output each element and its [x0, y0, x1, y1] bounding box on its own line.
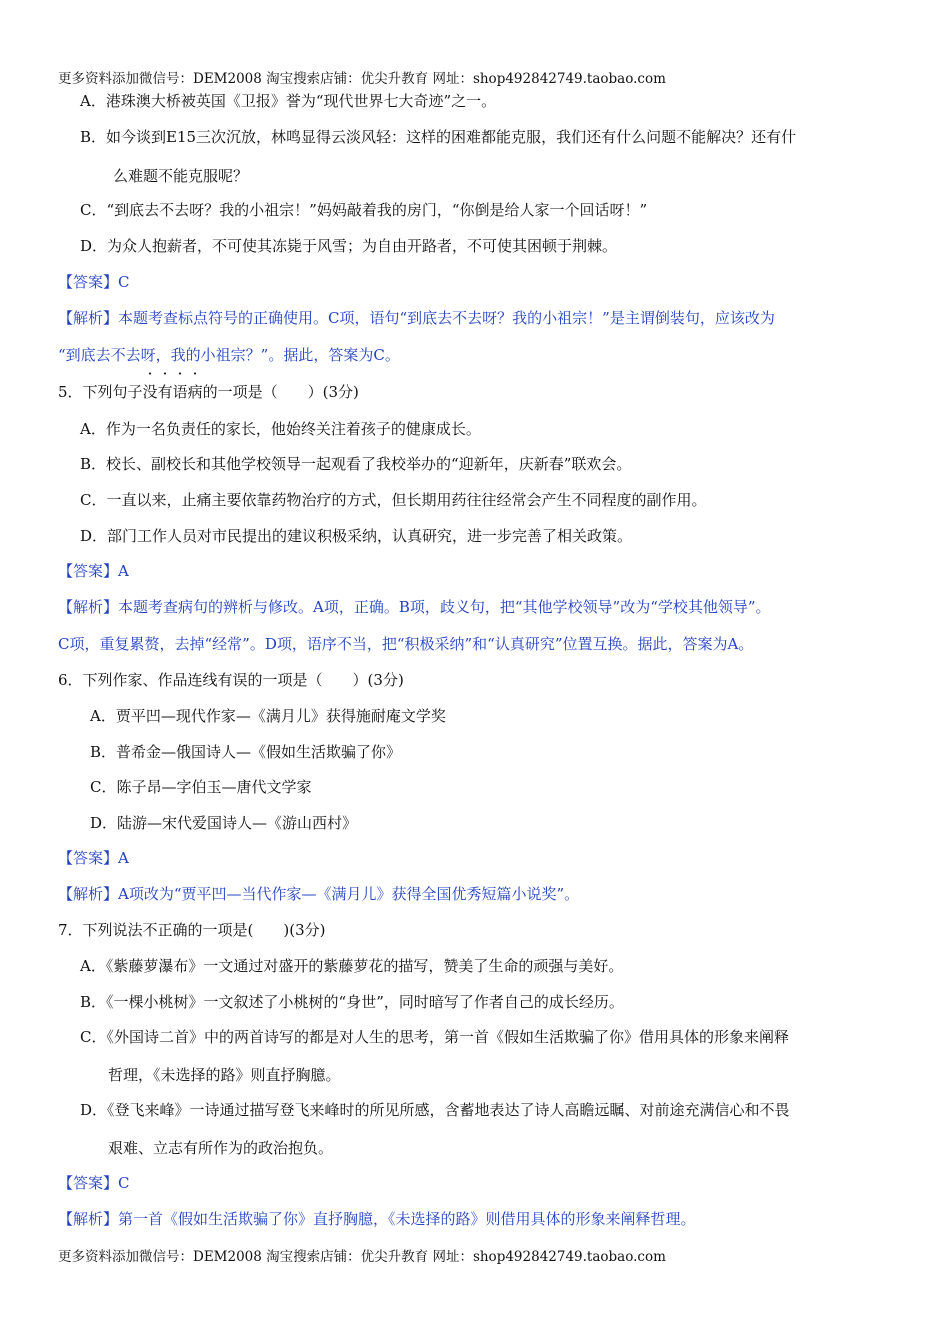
q7-answer: 【答案】C — [58, 1174, 130, 1192]
q5-stem-emph-char: 病 — [187, 383, 203, 401]
q5-stem-emph-char: 语 — [172, 383, 188, 401]
q4-option-c: C．“到底去不去呀？我的小祖宗！”妈妈敲着我的房门，“你倒是给人家一个回话呀！” — [80, 201, 648, 219]
q5-stem-pre: 5．下列句子 — [58, 383, 143, 401]
page-footer: 更多资料添加微信号：DEM2008 淘宝搜索店铺：优尖升教育 网址：shop492842749.taobao.com — [58, 1249, 666, 1265]
q5-stem — [58, 381, 359, 403]
q7-stem: 7．下列说法不正确的一项是( )(3分) — [58, 921, 326, 939]
q7-analysis: 【解析】第一首《假如生活欺骗了你》直抒胸臆，《未选择的路》则借用具体的形象来阐释哲理。 — [58, 1210, 696, 1228]
q6-option-a: A．贾平凹—现代作家—《满月儿》获得施耐庵文学奖 — [90, 707, 446, 725]
q5-option-a: A．作为一名负责任的家长，他始终关注着孩子的健康成长。 — [80, 420, 481, 438]
q7-option-d-line1: D．《登飞来峰》一诗通过描写登飞来峰时的所见所感，含蓄地表达了诗人高瞻远瞩、对前途充满信心和不畏 — [80, 1101, 790, 1119]
q4-answer: 【答案】C — [58, 273, 130, 291]
q7-option-a: A．《紫藤萝瀑布》一文通过对盛开的紫藤萝花的描写，赞美了生命的顽强与美好。 — [80, 957, 624, 975]
q6-answer: 【答案】A — [58, 849, 129, 867]
q6-analysis: 【解析】A项改为“贾平凹—当代作家—《满月儿》获得全国优秀短篇小说奖”。 — [58, 885, 580, 903]
q7-option-c-line2: 哲理，《未选择的路》则直抒胸臆。 — [108, 1066, 341, 1084]
q5-option-d: D．部门工作人员对市民提出的建议积极采纳，认真研究，进一步完善了相关政策。 — [80, 527, 633, 545]
q4-option-d: D．为众人抱薪者，不可使其冻毙于风雪；为自由开路者，不可使其困顿于荆棘。 — [80, 237, 618, 255]
q6-option-c: C．陈子昂—字伯玉—唐代文学家 — [90, 778, 312, 796]
q5-analysis-line1: 【解析】本题考查病句的辨析与修改。A项，正确。B项，歧义句，把“其他学校领导”改为“学校其他领导”。 — [58, 598, 771, 616]
q4-option-b-line2: 么难题不能克服呢？ — [113, 167, 249, 185]
page-header: 更多资料添加微信号：DEM2008 淘宝搜索店铺：优尖升教育 网址：shop492842749.taobao.com — [58, 71, 666, 87]
q7-option-d-line2: 艰难、立志有所作为的政治抱负。 — [108, 1139, 334, 1157]
q5-stem-emph-char: 有 — [157, 383, 173, 401]
q4-option-a: A．港珠澳大桥被英国《卫报》誉为“现代世界七大奇迹”之一。 — [80, 92, 497, 110]
q5-answer: 【答案】A — [58, 562, 129, 580]
q4-analysis-line1: 【解析】本题考查标点符号的正确使用。C项，语句“到底去不去呀？我的小祖宗！”是主谓倒装句，应该改为 — [58, 309, 775, 327]
q5-option-c: C．一直以来，止痛主要依靠药物治疗的方式，但长期用药往往经常会产生不同程度的副作用。 — [80, 491, 707, 509]
q7-option-b: B．《一棵小桃树》一文叙述了小桃树的“身世”，同时暗写了作者自己的成长经历。 — [80, 993, 624, 1011]
q5-analysis-line2: C项，重复累赘，去掉“经常”。D项，语序不当，把“积极采纳”和“认真研究”位置互换。据此，答案为A。 — [58, 635, 754, 653]
q5-stem-emph-char: 没 — [142, 383, 158, 401]
q4-option-b-line1: B．如今谈到E15三次沉放，林鸣显得云淡风轻：这样的困难都能克服，我们还有什么问题不能解决？还有什 — [80, 128, 797, 146]
q6-option-d: D．陆游—宋代爱国诗人—《游山西村》 — [90, 814, 358, 832]
q7-option-c-line1: C．《外国诗二首》中的两首诗写的都是对人生的思考，第一首《假如生活欺骗了你》借用具体的形象来阐释 — [80, 1028, 789, 1046]
q4-analysis-line2: “到底去不去呀，我的小祖宗？”。据此，答案为C。 — [58, 346, 400, 364]
q5-option-b: B．校长、副校长和其他学校领导一起观看了我校举办的“迎新年，庆新春”联欢会。 — [80, 455, 632, 473]
q6-stem: 6．下列作家、作品连线有误的一项是（ ）(3分) — [58, 671, 404, 689]
q6-option-b: B．普希金—俄国诗人—《假如生活欺骗了你》 — [90, 743, 402, 761]
q5-stem-post: 的一项是（ ）(3分) — [202, 383, 359, 401]
